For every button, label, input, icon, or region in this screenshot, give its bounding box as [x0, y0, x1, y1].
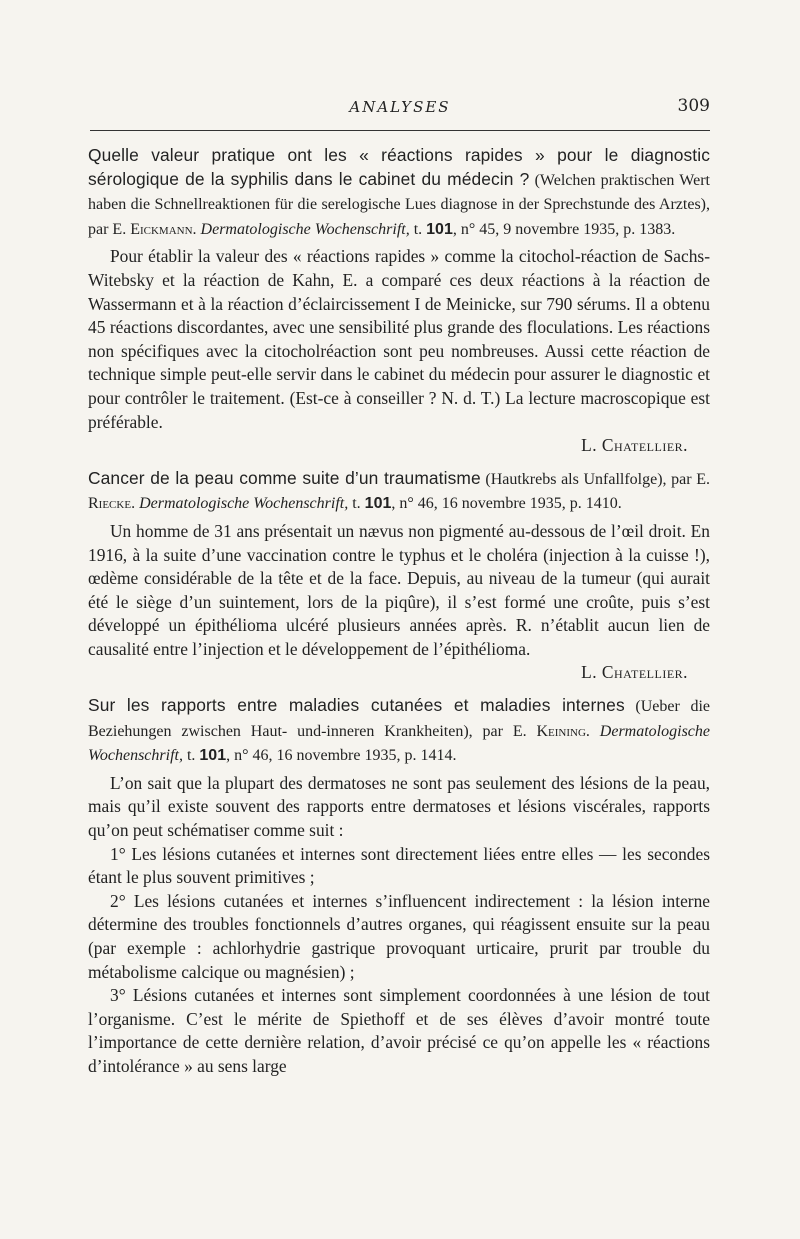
article-author: Riecke [88, 495, 132, 513]
article-paragraph: Un homme de 31 ans présentait un nævus non pigmenté au-dessous de l’œil droit. En 1916, à la suite d’une vaccination contre le typhus et le choléra (injection à la cuisse !), œdème considérable de la tête et de la face. Depuis, au niveau de la tumeur (qui aurait été le siège d’un suintement, lors de la piqûre), il s’est formé une croûte, puis s’est développé un épithélioma ulcéré plusieurs années après. R. n’établit aucun lien de causalité entre l’injection et le développement de l’épithélioma. [88, 520, 710, 659]
article-title: Cancer de la peau comme suite d’un traumatisme [88, 467, 481, 488]
article-author: Eickmann [130, 220, 193, 238]
page-body [88, 144, 710, 1088]
reference-text: (Hautkrebs als Unfallfolge), par E. [480, 470, 710, 488]
article-paragraph: Pour établir la valeur des « réactions rapides » comme la citochol-réaction de Sachs-Witebsky et la réaction de Kahn, E. a comparé ces deux réactions à la réaction de Wassermann et à la réaction d’éclaircissement I de Meinicke, sur 790 sérums. Il a obtenu 45 réactions discordantes, avec une sensibilité plus grande des floculations. Les réactions non spécifiques avec la citocholréaction sont peu nombreuses. Aussi cette réaction de technique simple peut-elle servir dans le cabinet du médecin pour assurer le diagnostic et pour contrôler le traitement. (Est-ce à conseiller ? N. d. T.) La lecture macroscopique est préférable. [88, 246, 710, 432]
reference-separator: . [192, 220, 201, 238]
article-paragraph: 1° Les lésions cutanées et internes sont directement liées entre elles — les secondes étant le plus souvent primitives ; [88, 843, 710, 888]
journal-volume: 101 [199, 747, 227, 765]
article-title: Quelle valeur pratique ont les « réactions rapides » pour le diagnostic sérologique de la syphilis dans le cabinet du médecin ? [88, 145, 710, 189]
article-paragraph: 3° Lésions cutanées et internes sont simplement coordonnées à une lésion de tout l’organisme. C’est le mérite de Spiethoff et de ses élèves d’avoir montré toute l’importance de cette dernière relation, d’avoir précisé ce qu’on appelle les « réactions d’intolérance » au sens large [88, 985, 710, 1076]
article-signature: L. Chatellier. [581, 662, 688, 683]
article-paragraph: 2° Les lésions cutanées et internes s’influencent indirectement : la lésion interne détermine des troubles fonctionnels d’autres organes, qui réagissent ensuite sur la peau (par exemple : achlorhydrie gastrique provoquant urticaire, prurit par trouble du métabolisme calcique ou magnésien) ; [88, 890, 710, 982]
reference-details: , n° 45, 9 novembre 1935, p. 1383. [452, 220, 676, 238]
header-rule [90, 130, 710, 131]
article-heading [88, 144, 710, 241]
reference-volume-prefix: t. [348, 495, 365, 513]
journal-name: Dermatologische Wochenschrift, [88, 722, 710, 765]
journal-volume: 101 [426, 220, 453, 238]
page-number: 309 [677, 96, 710, 116]
journal-name: Dermatologische Wochenschrift, [139, 495, 349, 513]
article-eickmann [88, 144, 710, 458]
reference-volume-prefix: t. [409, 220, 427, 238]
article-author: Keining [536, 722, 586, 740]
journal-volume: 101 [364, 495, 392, 513]
article-title: Sur les rapports entre maladies cutanées et maladies internes [88, 695, 625, 716]
article-heading [88, 467, 710, 516]
page-header [90, 96, 710, 122]
article-keining [88, 694, 710, 1079]
article-heading [88, 694, 710, 768]
reference-text: (Welchen praktischen Wert haben die Schnellreaktionen für die serelogische Lues diagnose in der Sprechstunde des Arztes), par E. [88, 171, 710, 238]
reference-text: (Ueber die Beziehungen zwischen Haut- und-inneren Krankheiten), par E. [88, 698, 710, 740]
reference-volume-prefix: t. [182, 747, 200, 765]
reference-separator: . [131, 495, 140, 513]
article-riecke [88, 467, 710, 685]
article-paragraph: L’on sait que la plupart des dermatoses ne sont pas seulement des lésions de la peau, mais qu’il existe souvent des rapports entre dermatoses et lésions viscérales, rapports qu’on peut schématiser comme suit : [88, 772, 710, 841]
reference-separator: . [585, 722, 600, 740]
reference-details: , n° 46, 16 novembre 1935, p. 1410. [391, 495, 622, 513]
journal-name: Dermatologische Wochenschrift, [200, 220, 410, 238]
running-title: ANALYSES [349, 98, 451, 116]
reference-details: , n° 46, 16 novembre 1935, p. 1414. [226, 747, 457, 765]
article-signature: L. Chatellier. [581, 435, 688, 456]
